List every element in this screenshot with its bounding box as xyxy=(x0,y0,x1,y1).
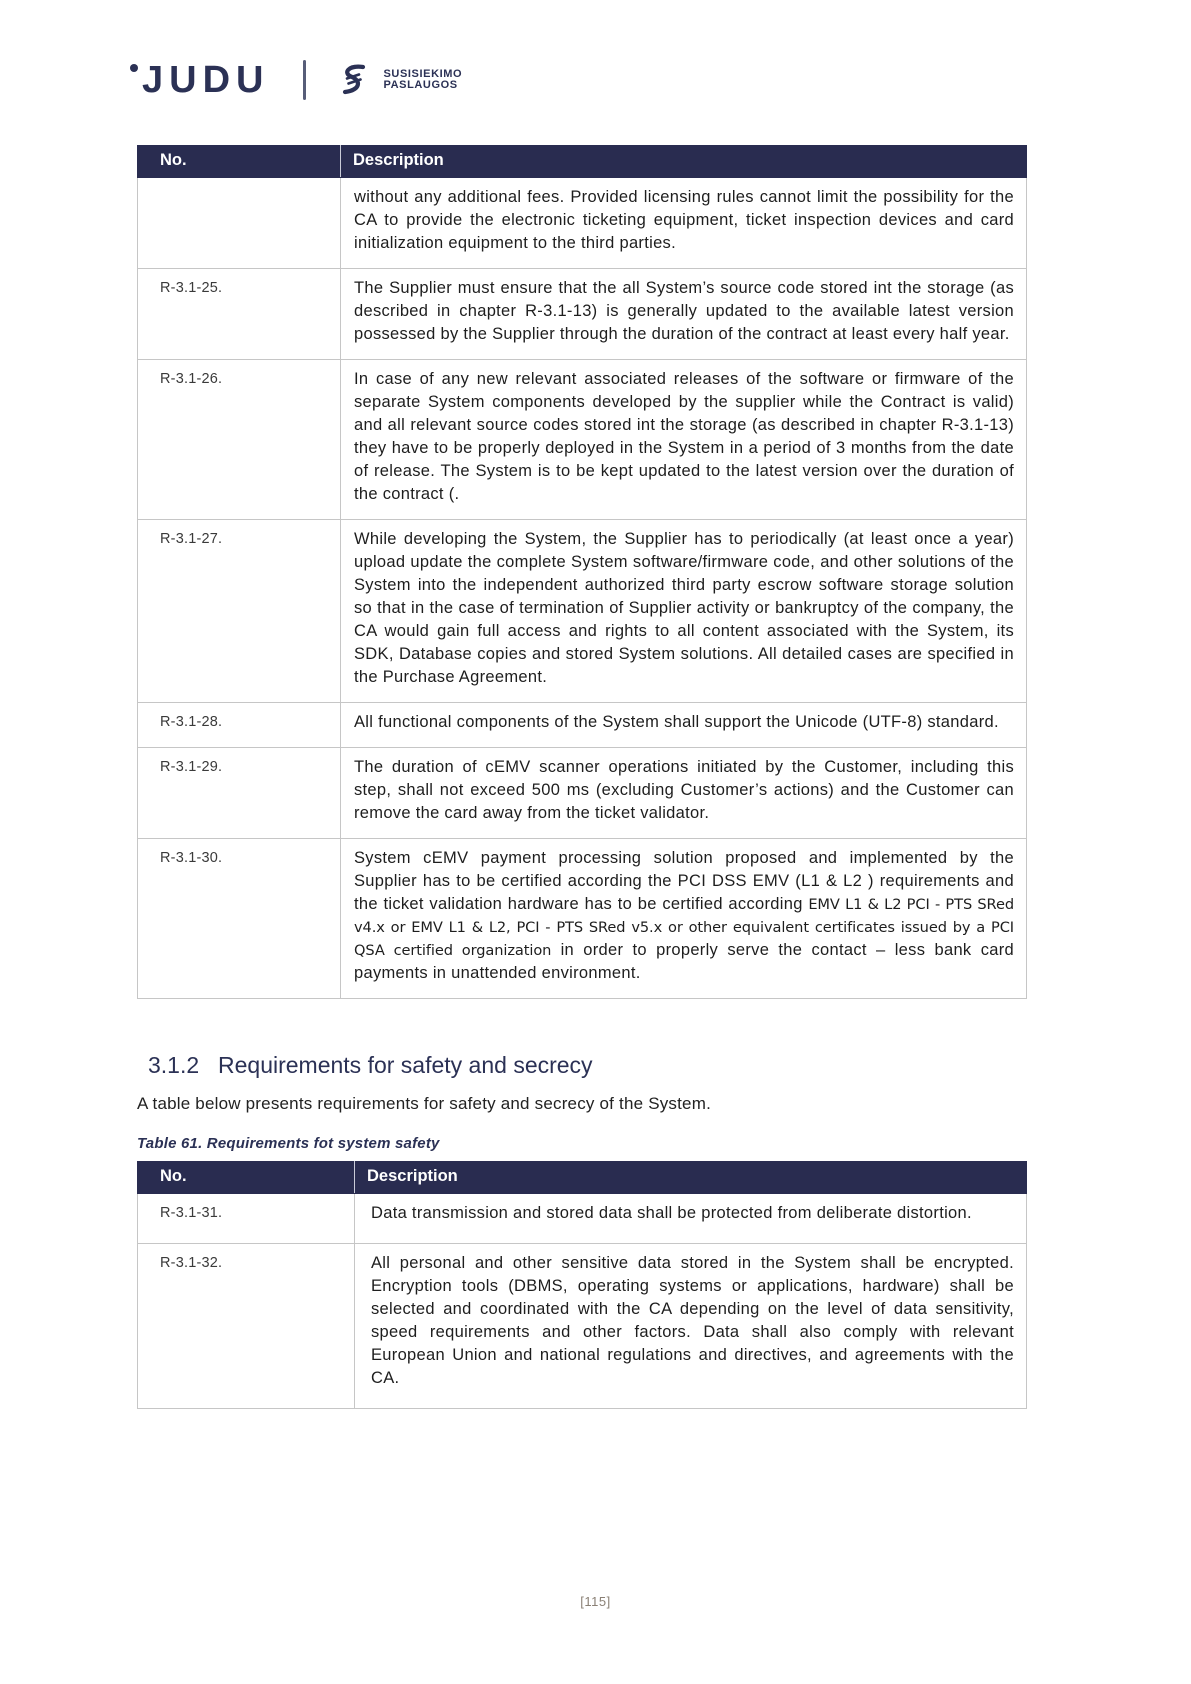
requirement-description xyxy=(341,360,1027,520)
requirement-description xyxy=(355,1244,1027,1409)
description-text: The Supplier must ensure that the all System’s source code stored int the storage (as described in chapter R-3.1-13) is generally updated to the available latest version possessed by the Supplier through the duration of the contract at least every half year. xyxy=(354,279,1014,343)
table-row xyxy=(138,360,1027,520)
section-title: Requirements for safety and secrecy xyxy=(218,1052,593,1078)
description-text: While developing the System, the Supplier has to periodically (at least once a year) upload update the complete System software/firmware code, and other solutions of the System into the independent authorized third party escrow software storage solution so that in the case of termination of Supplier activity or bankruptcy of the company, the CA would gain full access and rights to all content associated with the System, its SDK, Database copies and stored System solutions. All detailed cases are specified in the Purchase Agreement. xyxy=(354,530,1014,686)
table-row xyxy=(138,520,1027,703)
column-header-no: No. xyxy=(138,146,341,178)
requirement-description xyxy=(341,703,1027,748)
description-text: in order to properly serve the contact – less bank card payments in unattended environment. xyxy=(354,941,1015,982)
column-header-no: No. xyxy=(138,1162,355,1194)
partner-logo xyxy=(332,59,462,101)
requirement-id: R-3.1-31. xyxy=(138,1194,355,1244)
table-row xyxy=(138,269,1027,360)
header-logo-row xyxy=(130,54,462,106)
column-header-description: Description xyxy=(341,146,1027,178)
table-header-row xyxy=(138,146,1027,178)
requirement-id: R-3.1-26. xyxy=(138,360,341,520)
table-row xyxy=(138,703,1027,748)
description-text: In case of any new relevant associated releases of the software or firmware of the separate System components developed by the supplier while the Contract is valid) and all relevant source codes stored int the storage (as described in chapter R-3.1-13) they have to be properly deployed in the System in a period of 3 months from the date of release. The System is to be kept updated to the latest version over the duration of the contract (. xyxy=(354,370,1014,503)
hand-s-icon xyxy=(332,59,374,101)
partner-logo-text xyxy=(383,69,462,92)
requirement-description xyxy=(341,520,1027,703)
requirement-id: R-3.1-29. xyxy=(138,748,341,839)
description-text: All personal and other sensitive data stored in the System shall be encrypted. Encryption tools (DBMS, operating systems or applications, hardware) shall be selected and coordinated with the CA depending on the level of data sensitivity, speed requirements and other factors. Data shall also comply with relevant European Union and national regulations and directives, and agreements with the CA. xyxy=(371,1254,1014,1387)
requirement-id: R-3.1-30. xyxy=(138,839,341,999)
section-heading xyxy=(148,1051,1191,1079)
column-header-description: Description xyxy=(355,1162,1027,1194)
requirement-description xyxy=(355,1194,1027,1244)
table-header-row xyxy=(138,1162,1027,1194)
table-row xyxy=(138,1194,1027,1244)
table-caption: Table 61. Requirements fot system safety xyxy=(137,1135,440,1152)
page-number: [115] xyxy=(580,1594,611,1609)
section-number: 3.1.2 xyxy=(148,1052,200,1078)
table-row xyxy=(138,1244,1027,1409)
requirements-continued-table xyxy=(137,145,1027,999)
partner-text-line2: PASLAUGOS xyxy=(383,79,458,91)
partner-text-line1: SUSISIEKIMO xyxy=(383,67,463,80)
table-row xyxy=(138,748,1027,839)
requirement-description xyxy=(341,839,1027,999)
requirement-description xyxy=(341,269,1027,360)
table-row xyxy=(138,178,1027,269)
requirement-id: R-3.1-28. xyxy=(138,703,341,748)
description-text: System cEMV payment processing solution proposed and implemented by the Supplier has to be certified according the PCI DSS EMV (L1 & L2 ) requirements and the ticket validation hardware has to be certified according xyxy=(354,849,1014,913)
description-text: The duration of cEMV scanner operations initiated by the Customer, including this step, shall not exceed 500 ms (excluding Customer’s actions) and the Customer can remove the card away from the ticket validator. xyxy=(354,758,1014,822)
description-text: All functional components of the System shall support the Unicode (UTF-8) standard. xyxy=(354,713,999,731)
description-text: without any additional fees. Provided licensing rules cannot limit the possibility for the CA to provide the electronic ticketing equipment, ticket inspection devices and card initialization equipment to the third parties. xyxy=(354,188,1014,252)
requirement-id xyxy=(138,178,341,269)
requirement-description xyxy=(341,748,1027,839)
requirement-id: R-3.1-32. xyxy=(138,1244,355,1409)
intro-paragraph: A table below presents requirements for safety and secrecy of the System. xyxy=(137,1094,711,1113)
requirement-id: R-3.1-27. xyxy=(138,520,341,703)
logo-divider xyxy=(303,60,306,100)
requirement-id: R-3.1-25. xyxy=(138,269,341,360)
judu-logo: JUDU xyxy=(130,58,269,102)
requirement-description xyxy=(341,178,1027,269)
description-text: Data transmission and stored data shall be protected from deliberate distortion. xyxy=(371,1204,972,1222)
description-text-alt: EMV L1 & L2 PCI - PTS SRed v4.x or EMV L1 & L2, PCI - PTS SRed v5.x or other equivalent certificates issued by a PCI QSA certified organization xyxy=(354,896,1014,959)
safety-requirements-table xyxy=(137,1161,1027,1409)
table-row xyxy=(138,839,1027,999)
